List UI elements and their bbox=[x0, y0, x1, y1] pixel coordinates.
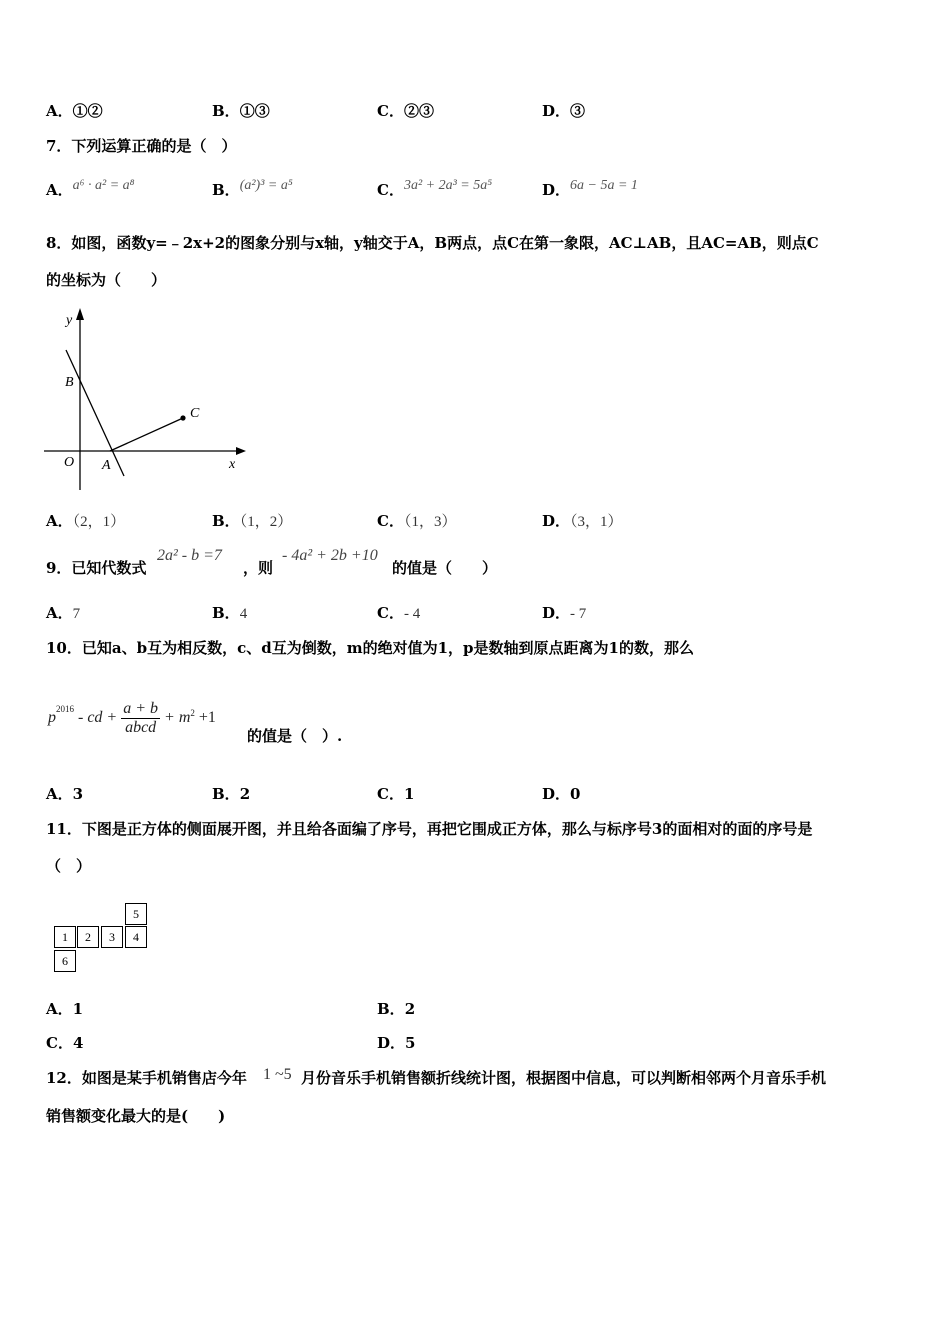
expr-tail-exponent: 2 bbox=[190, 707, 195, 718]
q12-stem-pre: 12．如图是某手机销售店今年 bbox=[46, 1069, 247, 1087]
option-value: 0 bbox=[570, 785, 581, 803]
option-label: A． bbox=[46, 512, 73, 530]
option-label: D． bbox=[542, 181, 571, 199]
q11-option-a[interactable] bbox=[46, 999, 83, 1019]
option-label: A． bbox=[46, 102, 73, 120]
y-axis-label: y bbox=[66, 313, 73, 328]
expr-p: p bbox=[48, 709, 56, 727]
q10-option-d[interactable] bbox=[542, 784, 580, 804]
cube-face-5: 5 bbox=[125, 903, 147, 925]
q6-option-d[interactable] bbox=[542, 101, 585, 121]
q10-stem-post: 的值是（ ）. bbox=[247, 727, 343, 745]
option-label: B． bbox=[212, 604, 240, 622]
q8-stem-line2: 的坐标为（ ） bbox=[46, 271, 167, 289]
q9-stem-post: 的值是（ ） bbox=[392, 559, 498, 577]
q8-option-b[interactable] bbox=[212, 511, 292, 532]
line-ab bbox=[66, 350, 124, 476]
option-value: 7 bbox=[72, 606, 81, 622]
option-label: D． bbox=[542, 604, 571, 622]
fraction-denominator: abcd bbox=[125, 719, 157, 736]
option-label: A． bbox=[46, 604, 73, 622]
cube-face-6: 6 bbox=[54, 950, 76, 972]
cube-face-2: 2 bbox=[77, 926, 99, 948]
option-label: D． bbox=[542, 512, 571, 530]
option-label: C． bbox=[377, 785, 404, 803]
q10-option-b[interactable] bbox=[212, 784, 250, 804]
origin-label: O bbox=[64, 455, 75, 470]
option-label: A． bbox=[46, 1000, 73, 1018]
expr-tail: + m bbox=[164, 709, 191, 727]
q9-stem-mid: ，则 bbox=[243, 559, 274, 577]
q10-option-c[interactable] bbox=[377, 784, 414, 804]
q8-stem-line1: 8．如图，函数y=﹣2x+2的图象分别与x轴，y轴交于A，B两点，点C在第一象限，AC⊥AB，且AC=AB，则点C bbox=[46, 234, 819, 252]
option-label: B． bbox=[212, 785, 240, 803]
q9-expression-1: 2a² - b =7 bbox=[157, 547, 222, 564]
q8-graph bbox=[44, 306, 254, 492]
option-label: C． bbox=[377, 102, 404, 120]
option-value: 3 bbox=[72, 785, 84, 803]
option-value: - 7 bbox=[570, 606, 587, 622]
option-label: D． bbox=[542, 102, 571, 120]
option-label: B． bbox=[212, 102, 240, 120]
expr-exponent: 2016 bbox=[56, 703, 74, 714]
option-value: 1 bbox=[72, 1000, 84, 1018]
q8-option-c[interactable] bbox=[377, 511, 456, 532]
option-value: ②③ bbox=[403, 102, 434, 120]
point-a-label: A bbox=[102, 458, 111, 473]
q11-stem-line2: （ ） bbox=[46, 857, 92, 875]
q11-option-c[interactable] bbox=[46, 1033, 83, 1053]
q7-option-d[interactable] bbox=[542, 180, 638, 202]
option-label: B． bbox=[212, 512, 240, 530]
q8-option-d[interactable] bbox=[542, 511, 623, 532]
q9-option-d[interactable] bbox=[542, 603, 586, 624]
q11-option-d[interactable] bbox=[377, 1033, 415, 1053]
q6-option-c[interactable] bbox=[377, 101, 434, 121]
option-label: C． bbox=[377, 181, 404, 199]
q12-stem-line2: 销售额变化最大的是( ) bbox=[46, 1107, 226, 1125]
option-value: ③ bbox=[570, 102, 586, 120]
fraction-numerator: a + b bbox=[123, 700, 159, 717]
q7-option-c[interactable] bbox=[377, 180, 492, 202]
point-c bbox=[180, 415, 185, 420]
q8-option-a[interactable] bbox=[46, 511, 125, 532]
option-label: C． bbox=[377, 604, 404, 622]
option-label: D． bbox=[377, 1034, 406, 1052]
option-label: C． bbox=[46, 1034, 73, 1052]
option-value: 2 bbox=[239, 785, 251, 803]
option-label: A． bbox=[46, 785, 73, 803]
option-value: （1，3） bbox=[403, 514, 457, 530]
option-formula: 3a² + 2a³ = 5a⁵ bbox=[403, 178, 493, 193]
cube-face-3: 3 bbox=[101, 926, 123, 948]
y-axis-arrow-icon bbox=[76, 308, 84, 320]
expr-minus-cd: - cd + bbox=[78, 709, 118, 727]
cube-net bbox=[54, 903, 150, 973]
option-value: 4 bbox=[72, 1034, 84, 1052]
q11-option-b[interactable] bbox=[377, 999, 415, 1019]
q9-option-b[interactable] bbox=[212, 603, 247, 624]
x-axis-arrow-icon bbox=[236, 447, 246, 455]
q11-stem-line1: 11．下图是正方体的侧面展开图，并且给各面编了序号，再把它围成正方体，那么与标序号3的面相对的面的序号是 bbox=[46, 820, 813, 838]
option-label: A． bbox=[46, 181, 73, 199]
option-formula: a⁶ · a² = a⁸ bbox=[72, 178, 135, 193]
option-value: （1，2） bbox=[239, 514, 293, 530]
segment-ac bbox=[110, 418, 183, 451]
option-value: （3，1） bbox=[570, 514, 623, 530]
q12-stem-post: 月份音乐手机销售额折线统计图，根据图中信息，可以判断相邻两个月音乐手机 bbox=[301, 1069, 827, 1087]
option-formula: 6a − 5a = 1 bbox=[570, 178, 638, 193]
option-value: 2 bbox=[404, 1000, 416, 1018]
option-value: ①③ bbox=[239, 102, 270, 120]
q9-expression-2: - 4a² + 2b +10 bbox=[282, 547, 378, 564]
option-value: - 4 bbox=[403, 606, 421, 622]
point-b-label: B bbox=[65, 375, 74, 390]
option-formula: (a²)³ = a⁵ bbox=[239, 178, 293, 193]
q9-stem-pre: 9．已知代数式 bbox=[46, 559, 147, 577]
q12-range: 1 ~5 bbox=[263, 1066, 292, 1083]
q7-option-b[interactable] bbox=[212, 180, 293, 202]
option-value: ①② bbox=[72, 102, 103, 120]
q7-stem: 7．下列运算正确的是（ ） bbox=[46, 137, 237, 155]
point-c-label: C bbox=[190, 406, 200, 421]
x-axis-label: x bbox=[229, 457, 236, 472]
option-value: 5 bbox=[405, 1034, 416, 1052]
option-label: D． bbox=[542, 785, 571, 803]
q10-stem: 10．已知a、b互为相反数，c、d互为倒数，m的绝对值为1，p是数轴到原点距离为1的数，那么 bbox=[46, 639, 694, 657]
q9-option-a[interactable] bbox=[46, 603, 80, 624]
option-value: 1 bbox=[403, 785, 415, 803]
expr-fraction bbox=[121, 700, 160, 737]
option-label: C． bbox=[377, 512, 404, 530]
option-label: B． bbox=[212, 181, 240, 199]
option-value: （2，1） bbox=[72, 514, 126, 530]
option-label: B． bbox=[377, 1000, 405, 1018]
q7-option-a[interactable] bbox=[46, 180, 135, 202]
q9-option-c[interactable] bbox=[377, 603, 420, 624]
q6-option-a[interactable] bbox=[46, 101, 103, 121]
q10-option-a[interactable] bbox=[46, 784, 83, 804]
cube-face-4: 4 bbox=[125, 926, 147, 948]
expr-plus-one: +1 bbox=[198, 709, 216, 727]
cube-face-1: 1 bbox=[54, 926, 76, 948]
option-value: 4 bbox=[239, 606, 248, 622]
q10-expression bbox=[48, 700, 216, 737]
q6-option-b[interactable] bbox=[212, 101, 270, 121]
